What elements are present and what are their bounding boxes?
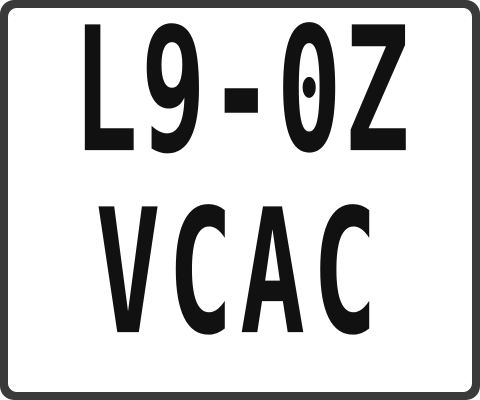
plate-text-line-2: VCAC <box>95 173 385 374</box>
plate-text-line-1: L9-0Z <box>72 0 413 192</box>
